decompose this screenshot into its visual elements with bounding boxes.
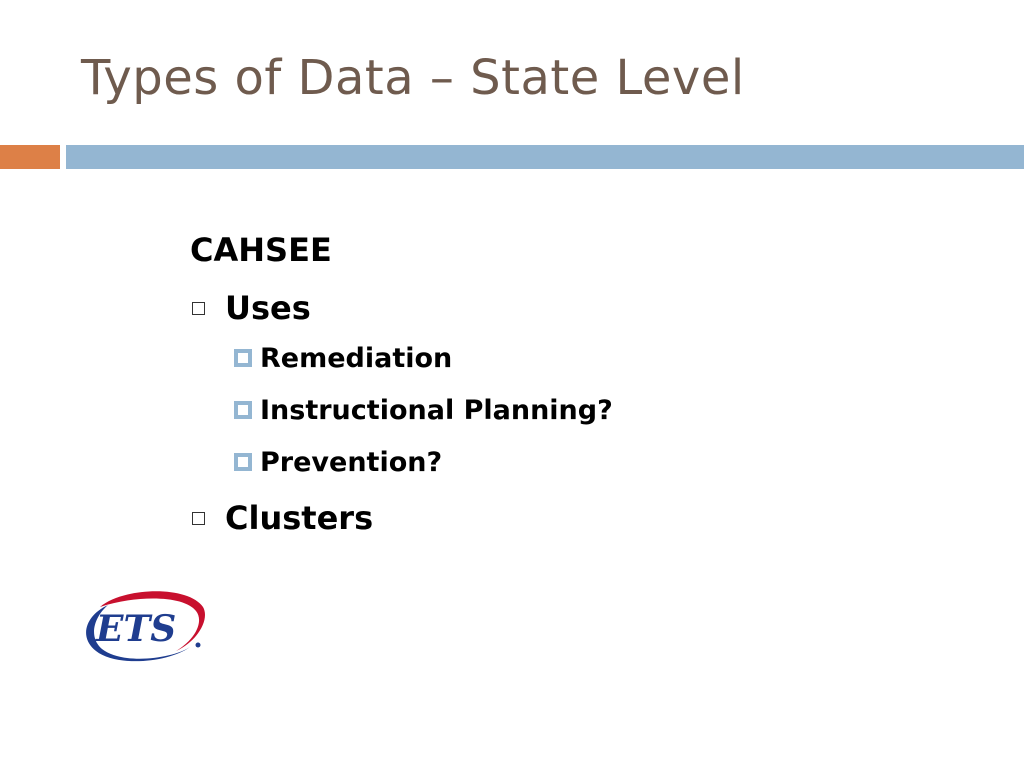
bullet-item-label: Uses [225, 289, 311, 327]
bullet-item [190, 284, 613, 332]
slide-title: Types of Data – State Level [81, 50, 745, 106]
ets-logo [78, 585, 210, 665]
square-bullet-icon [234, 349, 252, 367]
content-heading: CAHSEE [190, 231, 332, 269]
hollow-square-bullet-icon [192, 512, 205, 525]
logo-lettering: ETS [96, 608, 177, 650]
accent-bar-orange [0, 145, 60, 169]
hollow-square-bullet-icon [192, 302, 205, 315]
logo-dot [196, 643, 201, 648]
sub-bullet-item-label: Instructional Planning? [260, 394, 613, 426]
accent-bar-blue [66, 145, 1024, 169]
sub-bullet-item [190, 384, 613, 436]
bullet-item-label: Clusters [225, 499, 374, 537]
bullet-item [190, 494, 613, 542]
square-bullet-icon [234, 453, 252, 471]
sub-bullet-item-label: Prevention? [260, 446, 443, 478]
sub-bullet-item [190, 436, 613, 488]
sub-bullet-item [190, 332, 613, 384]
square-bullet-icon [234, 401, 252, 419]
slide-content [190, 226, 613, 542]
sub-bullet-item-label: Remediation [260, 342, 453, 374]
